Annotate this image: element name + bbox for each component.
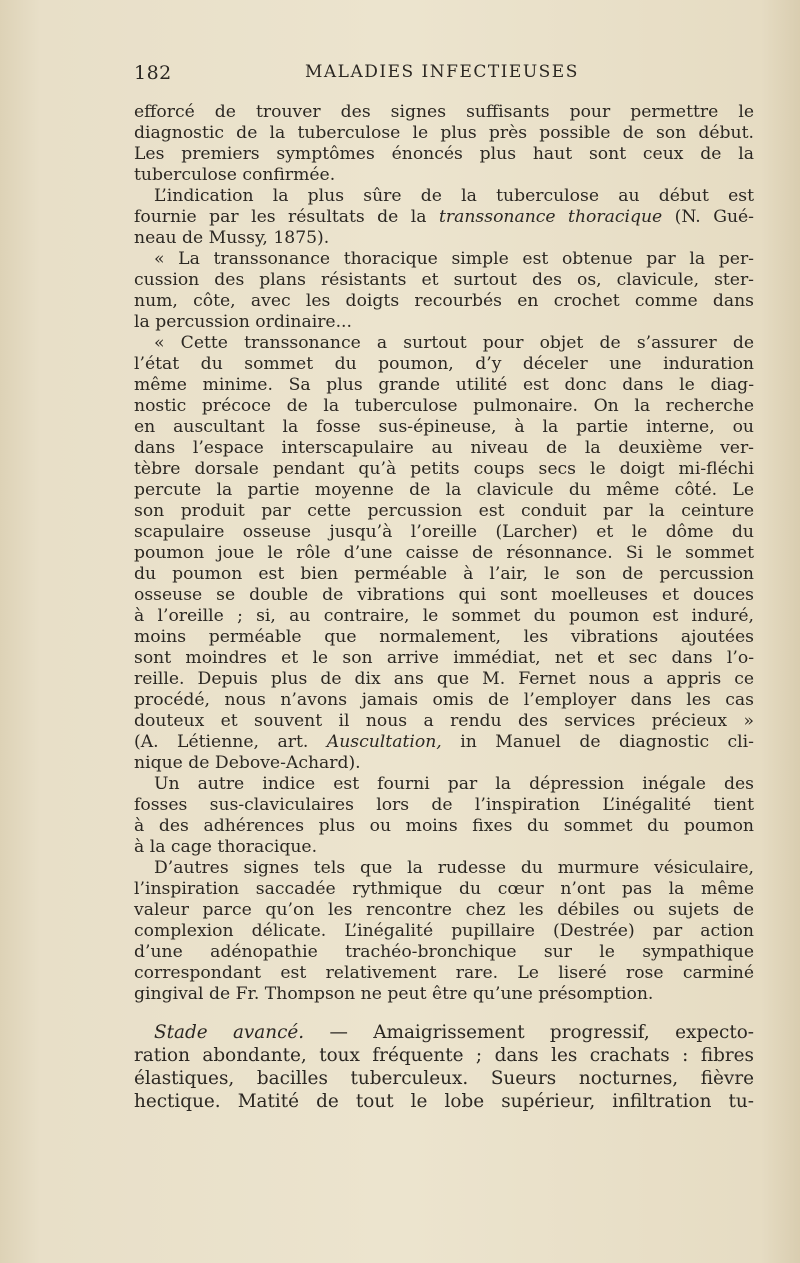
text-line: num, côte, avec les doigts recourbés en crochet comme dans <box>134 291 754 311</box>
text-line: nique de Debove-Achard). <box>134 753 361 773</box>
text-line: (A. Létienne, art. Auscultation, in Manuel de diagnostic cli- <box>134 732 754 752</box>
body-text <box>134 102 754 1113</box>
text-line: à la cage thoracique. <box>134 837 318 857</box>
text-line: efforcé de trouver des signes suffisants pour permettre le <box>134 102 754 122</box>
text-line: scapulaire osseuse jusqu’à l’oreille (Larcher) et le dôme du <box>134 522 754 542</box>
text-line: ration abondante, toux fréquente ; dans les crachats : fibres <box>134 1045 754 1066</box>
text-line: dans l’espace interscapulaire au niveau de la deuxième ver- <box>134 438 754 458</box>
text-line: la percussion ordinaire... <box>134 312 352 332</box>
text-line: l’état du sommet du poumon, d’y déceler une induration <box>134 354 754 374</box>
emphasis-term: transsonance thoracique <box>438 207 663 227</box>
text-line: reille. Depuis plus de dix ans que M. Fernet nous a appris ce <box>134 669 754 689</box>
text-line: d’une adénopathie trachéo-bronchique sur le sympathique <box>134 942 754 962</box>
text-line: complexion délicate. L’inégalité pupillaire (Destrée) par action <box>134 921 754 941</box>
text-line: Les premiers symptômes énoncés plus haut sont ceux de la <box>134 144 754 164</box>
text-line: fournie par les résultats de la transsonance thoracique (N. Gué- <box>134 207 754 227</box>
text-line: osseuse se double de vibrations qui sont moelleuses et douces <box>134 585 754 605</box>
text-line: « La transsonance thoracique simple est obtenue par la per- <box>154 249 754 269</box>
text-line: douteux et souvent il nous a rendu des services précieux » <box>134 711 754 731</box>
text-line: tèbre dorsale pendant qu’à petits coups secs le doigt mi-fléchi <box>134 459 754 479</box>
text-line: à l’oreille ; si, au contraire, le sommet du poumon est induré, <box>134 606 754 626</box>
text-line: moins perméable que normalement, les vibrations ajoutées <box>134 627 754 647</box>
text-line: Stade avancé. — Amaigrissement progressif, expecto- <box>154 1022 754 1043</box>
text-line: hectique. Matité de tout le lobe supérieur, infiltration tu- <box>134 1091 754 1112</box>
text-line: sont moindres et le son arrive immédiat, net et sec dans l’o- <box>134 648 754 668</box>
text-line: Un autre indice est fourni par la dépression inégale des <box>154 774 754 794</box>
text-line: à des adhérences plus ou moins fixes du sommet du poumon <box>134 816 754 836</box>
text-line: du poumon est bien perméable à l’air, le son de percussion <box>134 564 754 584</box>
text-line: élastiques, bacilles tuberculeux. Sueurs nocturnes, fièvre <box>134 1068 754 1089</box>
page-number: 182 <box>134 62 172 84</box>
text-line: procédé, nous n’avons jamais omis de l’employer dans les cas <box>134 690 754 710</box>
advanced-stage-paragraph <box>134 1021 754 1113</box>
text-line: correspondant est relativement rare. Le liseré rose carminé <box>134 963 754 983</box>
text-line: valeur parce qu’on les rencontre chez les débiles ou sujets de <box>134 900 754 920</box>
text-line: neau de Mussy, 1875). <box>134 228 330 248</box>
text-line: « Cette transsonance a surtout pour objet de s’assurer de <box>154 333 754 353</box>
running-title: MALADIES INFECTIEUSES <box>305 62 579 82</box>
text-line: en auscultant la fosse sus-épineuse, à la partie interne, ou <box>134 417 754 437</box>
paragraph-gap <box>134 1005 754 1021</box>
section-heading: Stade avancé. <box>154 1022 305 1043</box>
text-line: l’inspiration saccadée rythmique du cœur n’ont pas la même <box>134 879 754 899</box>
citation-title: Auscultation, <box>326 732 442 752</box>
page-header <box>0 62 800 88</box>
text-line: cussion des plans résistants et surtout des os, clavicule, ster- <box>134 270 754 290</box>
text-line: percute la partie moyenne de la clavicule du même côté. Le <box>134 480 754 500</box>
text-line: gingival de Fr. Thompson ne peut être qu’une présomption. <box>134 984 654 1004</box>
text-line: fosses sus-claviculaires lors de l’inspiration L’inégalité tient <box>134 795 754 815</box>
text-line: son produit par cette percussion est conduit par la ceinture <box>134 501 754 521</box>
text-line: même minime. Sa plus grande utilité est donc dans le diag- <box>134 375 754 395</box>
text-line: diagnostic de la tuberculose le plus près possible de son début. <box>134 123 754 143</box>
text-line: tuberculose confirmée. <box>134 165 336 185</box>
text-line: L’indication la plus sûre de la tuberculose au début est <box>154 186 754 206</box>
text-line: nostic précoce de la tuberculose pulmonaire. On la recherche <box>134 396 754 416</box>
text-line: poumon joue le rôle d’une caisse de résonnance. Si le sommet <box>134 543 754 563</box>
text-line: D’autres signes tels que la rudesse du murmure vésiculaire, <box>154 858 754 878</box>
